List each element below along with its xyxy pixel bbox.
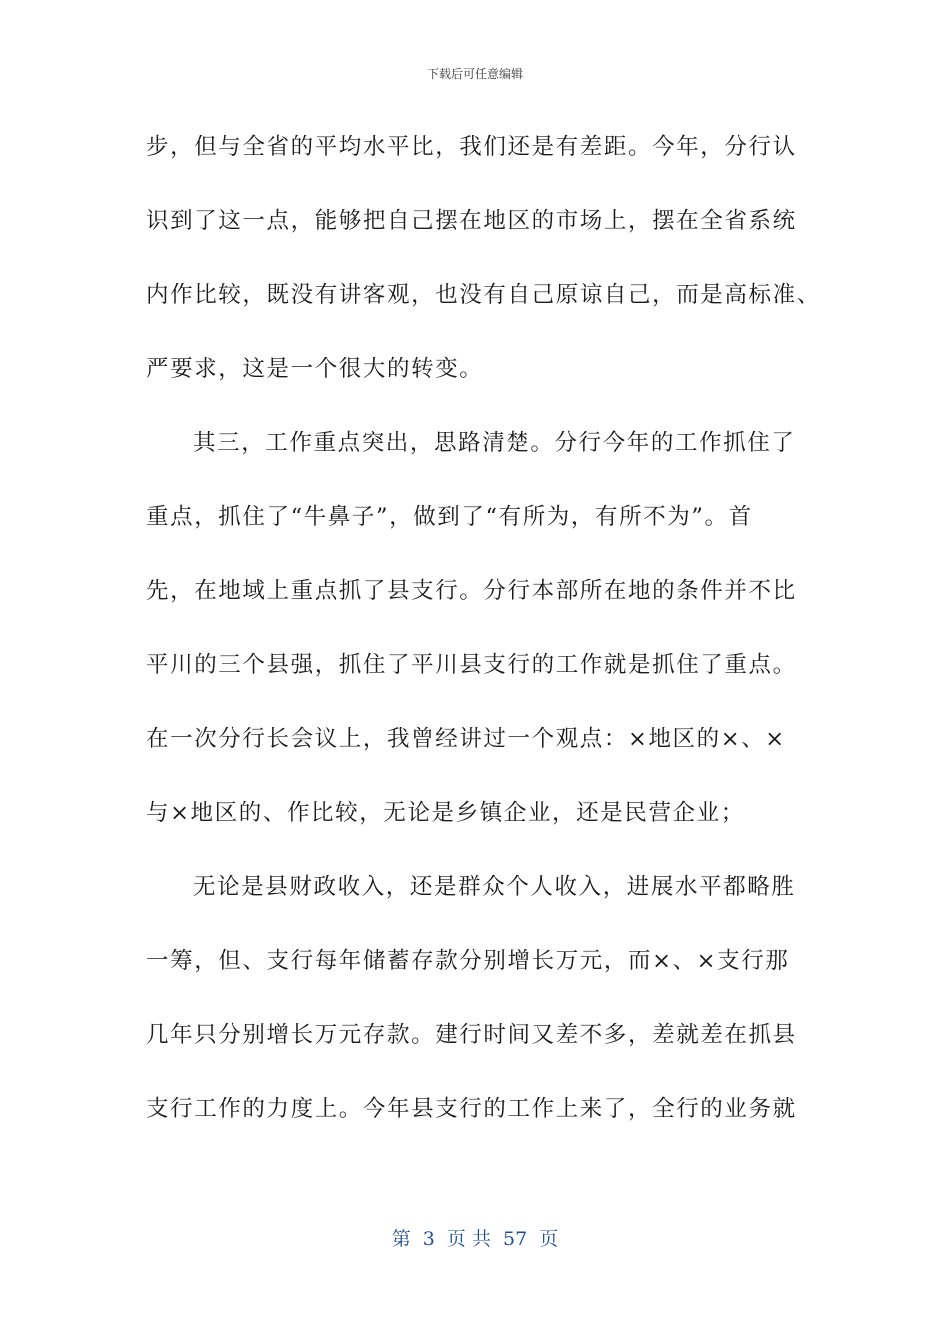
paragraph-line: 支行工作的力度上。今年县支行的工作上来了，全行的业务就 xyxy=(146,1096,797,1122)
paragraph-line: 一筹，但、支行每年储蓄存款分别增长万元，而×、×支行那 xyxy=(146,948,790,974)
paragraph-line: 平川的三个县强，抓住了平川县支行的工作就是抓住了重点。 xyxy=(146,652,797,678)
paragraph-line: 内作比较，既没有讲客观，也没有自己原谅自己，而是高标准、 xyxy=(146,282,821,308)
paragraph-line: 与×地区的、作比较，无论是乡镇企业，还是民营企业； xyxy=(146,800,745,826)
paragraph-line: 几年只分别增长万元存款。建行时间又差不多，差就差在抓县 xyxy=(146,1022,797,1048)
paragraph-line: 严要求，这是一个很大的转变。 xyxy=(146,356,484,382)
paragraph-line: 在一次分行长会议上，我曾经讲过一个观点：×地区的×、× xyxy=(146,726,786,752)
page-number-footer: 第 3 页 共 57 页 xyxy=(391,1228,559,1250)
paragraph-line: 其三，工作重点突出，思路清楚。分行今年的工作抓住了 xyxy=(193,430,796,456)
paragraph-line: 识到了这一点，能够把自己摆在地区的市场上，摆在全省系统 xyxy=(146,208,797,234)
paragraph-line: 重点，抓住了“牛鼻子”，做到了“有所为，有所不为”。首 xyxy=(146,504,753,530)
paragraph-line: 步，但与全省的平均水平比，我们还是有差距。今年，分行认 xyxy=(146,134,797,160)
page-header: 下载后可任意编辑 xyxy=(426,67,523,81)
document-body xyxy=(146,124,821,1160)
paragraph-line: 先，在地域上重点抓了县支行。分行本部所在地的条件并不比 xyxy=(146,578,797,604)
paragraph-line: 无论是县财政收入，还是群众个人收入，进展水平都略胜 xyxy=(193,874,796,900)
